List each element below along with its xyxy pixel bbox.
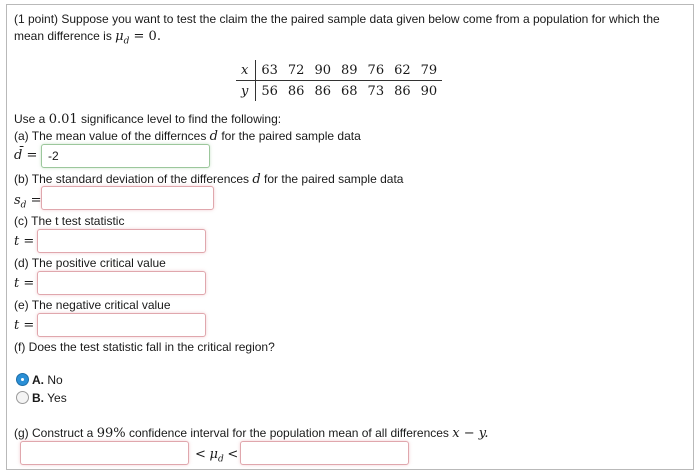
option-yes-text: Yes — [47, 391, 67, 405]
ci-middle-expression — [195, 446, 238, 468]
y-value: 86 — [314, 83, 331, 99]
ci-mu-symbol: μ — [209, 447, 218, 462]
part-c-label: (c) The t test statistic — [14, 214, 125, 228]
mu-subscript: d — [123, 36, 130, 47]
positive-critical-value-input[interactable] — [37, 271, 206, 295]
less-than-1: < — [195, 447, 206, 462]
part-b-prompt — [14, 192, 41, 213]
confidence-level: 99% — [96, 426, 126, 441]
instructions-suffix: significance level to find the following: — [77, 112, 282, 126]
option-no-letter: A. — [32, 373, 44, 387]
part-g-prefix: (g) Construct a — [14, 426, 97, 440]
y-value: 90 — [420, 83, 438, 99]
sd-symbol: s — [14, 193, 21, 208]
option-yes[interactable] — [32, 390, 67, 406]
x-value: 89 — [336, 60, 363, 81]
paired-data-table — [236, 60, 442, 101]
y-value: 73 — [367, 83, 385, 99]
x-value: 90 — [309, 60, 336, 81]
y-value: 56 — [261, 83, 278, 99]
std-deviation-input[interactable] — [41, 186, 214, 210]
x-value: 79 — [416, 60, 443, 81]
part-a-text-suffix: for the paired sample data — [218, 129, 361, 143]
y-value: 68 — [341, 83, 358, 99]
y-value: 86 — [394, 83, 411, 99]
option-no-text: No — [47, 373, 63, 387]
instructions-prefix: Use a — [14, 112, 49, 126]
significance-level: 0.01 — [48, 112, 78, 127]
option-yes-radio[interactable] — [16, 391, 29, 404]
x-value: 63 — [256, 60, 283, 81]
sd-subscript: d — [20, 200, 27, 211]
part-g-suffix: confidence interval for the population mean of all differences — [125, 426, 453, 440]
x-value: 62 — [389, 60, 416, 81]
problem-statement-text: (1 point) Suppose you want to test the claim the the paired sample data given below come from a population for which the — [14, 12, 660, 26]
part-c-prompt: t = — [14, 234, 35, 249]
part-b-text: (b) The standard deviation of the differences — [14, 172, 253, 186]
part-a-label — [14, 128, 361, 145]
part-g-label — [14, 425, 489, 442]
problem-statement-line2 — [14, 28, 161, 49]
negative-critical-value-input[interactable] — [37, 313, 206, 337]
part-a-prompt: d̄ = — [14, 148, 38, 163]
mean-difference-input[interactable]: -2 — [41, 144, 210, 168]
y-label: y — [236, 81, 256, 102]
x-value: 72 — [283, 60, 310, 81]
difference-expression: x − y. — [452, 426, 489, 441]
ci-lower-input[interactable] — [20, 441, 189, 465]
option-no[interactable] — [32, 372, 63, 388]
option-yes-letter: B. — [32, 391, 44, 405]
x-row — [236, 60, 442, 81]
test-statistic-input[interactable] — [37, 229, 206, 253]
null-value: = 0. — [129, 29, 161, 44]
x-label: x — [236, 60, 256, 81]
part-f-label: (f) Does the test statistic fall in the critical region? — [14, 340, 275, 354]
sd-equals: = — [26, 193, 42, 208]
part-d-prompt: t = — [14, 276, 35, 291]
part-a-var: d — [209, 129, 218, 144]
y-value: 86 — [287, 83, 305, 99]
ci-mu-subscript: d — [217, 454, 224, 465]
ci-upper-input[interactable] — [240, 441, 409, 465]
x-value: 76 — [363, 60, 390, 81]
part-a-text: (a) The mean value of the differnces — [14, 129, 210, 143]
part-b-var: d — [252, 172, 261, 187]
part-e-prompt: t = — [14, 318, 35, 333]
problem-statement-line1 — [14, 11, 660, 27]
part-b-text-suffix: for the paired sample data — [260, 172, 404, 186]
option-no-radio[interactable] — [16, 373, 29, 386]
part-d-label: (d) The positive critical value — [14, 256, 166, 270]
part-e-label: (e) The negative critical value — [14, 298, 171, 312]
problem-statement-prefix: mean difference is — [14, 29, 116, 43]
mu-symbol: μ — [115, 29, 124, 44]
less-than-2: < — [227, 447, 239, 462]
instructions — [14, 111, 281, 128]
y-row — [236, 81, 442, 102]
